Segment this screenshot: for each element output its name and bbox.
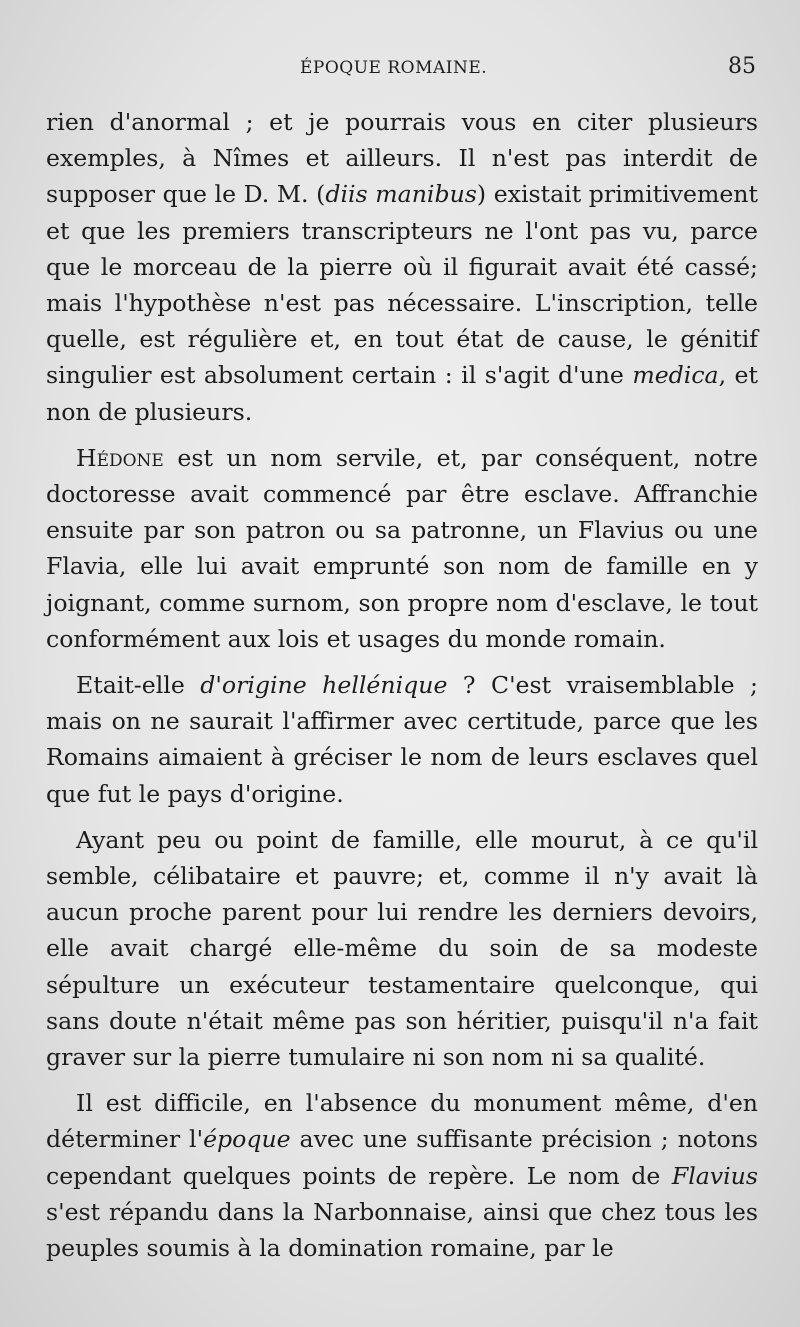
paragraph-4: Ayant peu ou point de famille, elle mourut, à ce qu'il semble, célibataire et pauvre; et, comme il n'y avait là aucun proche parent pour lui rendre les derniers devoirs, elle avait chargé elle-même du soin de sa modeste sépulture un exécuteur testamentaire quelconque, qui sans doute n'était même pas son héritier, puisqu'il n'a fait graver sur la pierre tumulaire ni son nom ni sa qualité. — [46, 825, 758, 1072]
page-number: 85 — [728, 54, 756, 79]
body-text — [46, 104, 758, 1276]
italic-phrase: époque — [203, 1125, 291, 1154]
running-head: ÉPOQUE ROMAINE. — [300, 58, 488, 78]
italic-phrase: medica — [632, 361, 719, 390]
paragraph-5: Il est difficile, en l'absence du monument même, d'en déterminer l'époque avec une suffisante précision ; notons cependant quelques points de repère. Le nom de Flavius s'est répandu dans la Narbonnaise, ainsi que chez tous les peuples soumis à la domination romaine, par le — [46, 1089, 758, 1263]
page-header — [0, 56, 800, 86]
paragraph-3: Etait-elle d'origine hellénique ? C'est vraisemblable ; mais on ne saurait l'affirmer avec certitude, parce que les Romains aimaient à gréciser le nom de leurs esclaves quel que fut le pays d'origine. — [46, 671, 759, 808]
italic-phrase: diis manibus — [325, 180, 477, 209]
italic-phrase: d'origine hellénique — [200, 671, 448, 700]
small-caps-name: Hédone — [76, 443, 164, 472]
italic-phrase: Flavius — [671, 1161, 758, 1190]
paragraph-1: rien d'anormal ; et je pourrais vous en citer plusieurs exemples, à Nîmes et ailleurs. Il n'est pas interdit de supposer que le D. M. (diis manibus) existait primitivement et que les premiers transcripteurs ne l'ont pas vu, parce que le morceau de la pierre où il figurait avait été cassé; mais l'hypothèse n'est pas nécessaire. L'inscription, telle quelle, est régulière et, en tout état de cause, le génitif singulier est absolument certain : il s'agit d'une medica, et non de plusieurs. — [46, 108, 758, 426]
paragraph-2: Hédone est un nom servile, et, par conséquent, notre doctoresse avait commencé par être esclave. Affranchie ensuite par son patron ou sa patronne, un Flavius ou une Flavia, elle lui avait emprunté son nom de famille en y joignant, comme surnom, son propre nom d'esclave, le tout conformément aux lois et usages du monde romain. — [46, 443, 758, 653]
